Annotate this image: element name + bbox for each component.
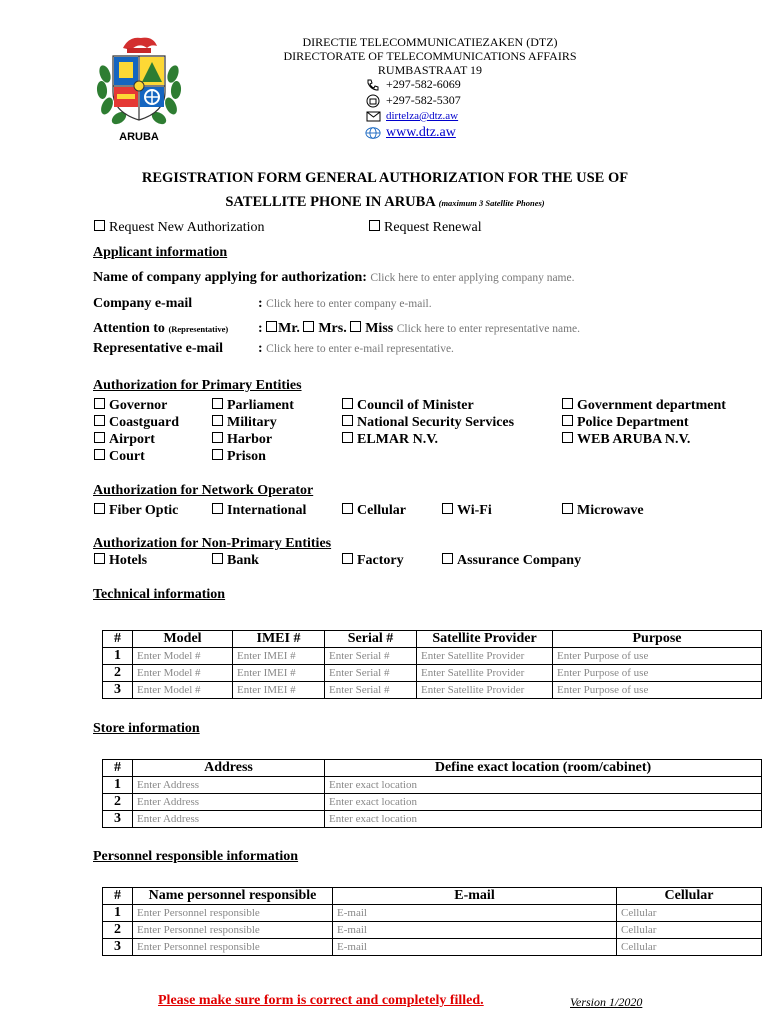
logo-text: ARUBA xyxy=(119,131,159,143)
technical-table xyxy=(102,630,762,699)
checkbox-box[interactable] xyxy=(342,553,353,564)
imei-input[interactable]: Enter IMEI # xyxy=(233,665,325,682)
checkbox-box[interactable] xyxy=(94,220,105,231)
checkbox-box[interactable] xyxy=(94,415,105,426)
checkbox-box[interactable] xyxy=(342,398,353,409)
checkbox-box[interactable] xyxy=(562,415,573,426)
option-label: Council of Minister xyxy=(357,398,474,413)
personnel-name-input[interactable]: Enter Personnel responsible xyxy=(133,905,333,922)
model-input[interactable]: Enter Model # xyxy=(133,665,233,682)
checkbox-box[interactable] xyxy=(212,432,223,443)
column-header: Satellite Provider xyxy=(417,631,553,648)
version-label: Version 1/2020 xyxy=(570,995,643,1009)
option-label: National Security Services xyxy=(357,415,515,430)
purpose-input[interactable]: Enter Purpose of use xyxy=(553,682,762,699)
company-name-label: Name of company applying for authorization: xyxy=(93,270,367,285)
location-input[interactable]: Enter exact location xyxy=(325,794,762,811)
primary-checkbox-airport[interactable] xyxy=(94,432,155,448)
location-input[interactable]: Enter exact location xyxy=(325,811,762,828)
option-label: Assurance Company xyxy=(457,553,582,568)
column-header: E-mail xyxy=(333,888,617,905)
personnel-email-input[interactable]: E-mail xyxy=(333,922,617,939)
table-row xyxy=(103,665,762,682)
applicant-heading: Applicant information xyxy=(93,245,228,260)
personnel-table xyxy=(102,887,762,956)
serial-input[interactable]: Enter Serial # xyxy=(325,682,417,699)
mrs-label: Mrs. xyxy=(318,321,347,336)
mr-checkbox[interactable] xyxy=(266,321,277,332)
nonprimary-checkbox-hotels[interactable] xyxy=(94,553,147,569)
request-new-label: Request New Authorization xyxy=(109,220,265,235)
column-header: Model xyxy=(133,631,233,648)
header-fax-row xyxy=(365,93,461,108)
form-title-line1: REGISTRATION FORM GENERAL AUTHORIZATION FOR THE USE OF xyxy=(141,170,629,186)
network-checkbox-microwave[interactable] xyxy=(562,503,644,519)
aruba-coat-of-arms-logo xyxy=(95,34,183,142)
attention-small: (Representative) xyxy=(168,324,229,334)
email-link[interactable]: dirtelza@dtz.aw xyxy=(386,110,459,122)
personnel-email-input[interactable]: E-mail xyxy=(333,939,617,956)
checkbox-box[interactable] xyxy=(94,449,105,460)
column-header: # xyxy=(103,760,133,777)
network-heading: Authorization for Network Operator xyxy=(93,483,314,498)
table-row xyxy=(103,682,762,699)
purpose-input[interactable]: Enter Purpose of use xyxy=(553,665,762,682)
company-email-label: Company e-mail xyxy=(93,296,193,311)
option-label: Court xyxy=(109,449,145,464)
row-number: 2 xyxy=(103,922,133,939)
colon: : xyxy=(258,296,263,311)
option-label: Prison xyxy=(227,449,266,464)
checkbox-box[interactable] xyxy=(212,503,223,514)
personnel-name-input[interactable]: Enter Personnel responsible xyxy=(133,922,333,939)
colon: : xyxy=(258,321,263,336)
header-phone-row xyxy=(365,77,461,92)
store-table xyxy=(102,759,762,828)
row-number: 3 xyxy=(103,939,133,956)
serial-input[interactable]: Enter Serial # xyxy=(325,648,417,665)
imei-input[interactable]: Enter IMEI # xyxy=(233,682,325,699)
row-number: 2 xyxy=(103,794,133,811)
checkbox-box[interactable] xyxy=(212,449,223,460)
row-number: 1 xyxy=(103,648,133,665)
primary-checkbox-court[interactable] xyxy=(94,449,145,465)
footer-notice: Please make sure form is correct and completely filled. xyxy=(158,993,484,1008)
checkbox-box[interactable] xyxy=(562,432,573,443)
checkbox-box[interactable] xyxy=(562,503,573,514)
form-title-line2 xyxy=(0,194,770,211)
option-label: Government department xyxy=(577,398,726,413)
column-header: # xyxy=(103,888,133,905)
rep-email-input[interactable]: Click here to enter e-mail representative. xyxy=(266,343,454,355)
miss-label: Miss xyxy=(365,321,394,336)
table-row xyxy=(103,648,762,665)
miss-checkbox[interactable] xyxy=(350,321,361,332)
column-header: IMEI # xyxy=(233,631,325,648)
option-label: Bank xyxy=(227,553,259,568)
row-number: 1 xyxy=(103,777,133,794)
table-row xyxy=(103,794,762,811)
nonprimary-heading: Authorization for Non-Primary Entities xyxy=(93,536,332,551)
representative-name-input[interactable]: Click here to enter representative name. xyxy=(396,323,580,335)
rep-email-label: Representative e-mail xyxy=(93,341,223,356)
personnel-heading: Personnel responsible information xyxy=(93,849,299,864)
row-number: 2 xyxy=(103,665,133,682)
table-header-row xyxy=(103,888,762,905)
phone-number: +297-582-6069 xyxy=(386,77,461,91)
nonprimary-checkbox-factory[interactable] xyxy=(342,553,404,569)
checkbox-box[interactable] xyxy=(212,398,223,409)
personnel-cellular-input[interactable]: Cellular xyxy=(617,939,762,956)
primary-checkbox-government[interactable] xyxy=(562,398,726,414)
checkbox-box[interactable] xyxy=(212,415,223,426)
provider-input[interactable]: Enter Satellite Provider xyxy=(417,665,553,682)
colon: : xyxy=(258,341,263,356)
checkbox-box[interactable] xyxy=(212,553,223,564)
mrs-checkbox[interactable] xyxy=(303,321,314,332)
network-checkbox-fiber[interactable] xyxy=(94,503,178,519)
request-renewal-label: Request Renewal xyxy=(384,220,482,235)
purpose-input[interactable]: Enter Purpose of use xyxy=(553,648,762,665)
row-number: 3 xyxy=(103,682,133,699)
primary-checkbox-parliament[interactable] xyxy=(212,398,294,414)
option-label: Factory xyxy=(357,553,404,568)
header-address: RUMBASTRAAT 19 xyxy=(377,63,483,77)
checkbox-box[interactable] xyxy=(342,503,353,514)
envelope-icon xyxy=(365,109,381,123)
column-header: Address xyxy=(133,760,325,777)
option-label: International xyxy=(227,503,307,518)
serial-input[interactable]: Enter Serial # xyxy=(325,665,417,682)
form-title-note: (maximum 3 Satellite Phones) xyxy=(438,198,545,208)
personnel-cellular-input[interactable]: Cellular xyxy=(617,922,762,939)
option-label: Military xyxy=(227,415,277,430)
table-header-row xyxy=(103,760,762,777)
checkbox-box[interactable] xyxy=(94,553,105,564)
checkbox-box[interactable] xyxy=(94,503,105,514)
network-checkbox-international[interactable] xyxy=(212,503,306,519)
primary-checkbox-web-aruba[interactable] xyxy=(562,432,690,448)
option-label: Fiber Optic xyxy=(109,503,179,518)
technical-heading: Technical information xyxy=(93,587,226,602)
primary-checkbox-prison[interactable] xyxy=(212,449,266,465)
network-checkbox-cellular[interactable] xyxy=(342,503,406,519)
store-heading: Store information xyxy=(93,721,200,736)
company-email-input[interactable]: Click here to enter company e-mail. xyxy=(266,298,432,310)
header-web-row xyxy=(365,125,456,141)
column-header: Serial # xyxy=(325,631,417,648)
column-header: Define exact location (room/cabinet) xyxy=(325,760,762,777)
option-label: Police Department xyxy=(577,415,689,430)
column-header: Name personnel responsible xyxy=(133,888,333,905)
attention-text: Attention to xyxy=(93,321,165,336)
form-title-aruba: SATELLITE PHONE IN ARUBA xyxy=(225,194,435,210)
website-link[interactable]: www.dtz.aw xyxy=(386,125,456,140)
provider-input[interactable]: Enter Satellite Provider xyxy=(417,682,553,699)
checkbox-box[interactable] xyxy=(369,220,380,231)
option-label: WEB ARUBA N.V. xyxy=(577,432,691,447)
table-row xyxy=(103,777,762,794)
nonprimary-checkbox-assurance[interactable] xyxy=(442,553,581,569)
location-input[interactable]: Enter exact location xyxy=(325,777,762,794)
option-label: Wi-Fi xyxy=(457,503,492,518)
mr-label: Mr. xyxy=(278,321,300,336)
column-header: Purpose xyxy=(553,631,762,648)
globe-icon xyxy=(365,126,381,140)
address-input[interactable]: Enter Address xyxy=(133,811,325,828)
nonprimary-checkbox-bank[interactable] xyxy=(212,553,259,569)
primary-checkbox-national-security[interactable] xyxy=(342,415,514,431)
table-row xyxy=(103,811,762,828)
table-row xyxy=(103,922,762,939)
primary-checkbox-military[interactable] xyxy=(212,415,277,431)
primary-checkbox-council[interactable] xyxy=(342,398,474,414)
option-label: Hotels xyxy=(109,553,148,568)
option-label: ELMAR N.V. xyxy=(357,432,439,447)
option-label: Parliament xyxy=(227,398,294,413)
header-dtz: DIRECTIE TELECOMMUNICATIEZAKEN (DTZ) xyxy=(302,35,558,49)
checkbox-box[interactable] xyxy=(94,432,105,443)
option-label: Governor xyxy=(109,398,168,413)
provider-input[interactable]: Enter Satellite Provider xyxy=(417,648,553,665)
network-checkbox-wifi[interactable] xyxy=(442,503,492,519)
table-header-row xyxy=(103,631,762,648)
address-input[interactable]: Enter Address xyxy=(133,777,325,794)
fax-number: +297-582-5307 xyxy=(386,93,461,107)
column-header: # xyxy=(103,631,133,648)
company-name-row xyxy=(93,270,574,286)
imei-input[interactable]: Enter IMEI # xyxy=(233,648,325,665)
checkbox-box[interactable] xyxy=(442,553,453,564)
checkbox-box[interactable] xyxy=(562,398,573,409)
checkbox-box[interactable] xyxy=(342,432,353,443)
request-renewal-checkbox[interactable] xyxy=(369,220,482,236)
row-number: 3 xyxy=(103,811,133,828)
option-label: Airport xyxy=(109,432,155,447)
option-label: Harbor xyxy=(227,432,273,447)
attention-row xyxy=(258,321,580,337)
primary-checkbox-police[interactable] xyxy=(562,415,689,431)
option-label: Microwave xyxy=(577,503,644,518)
primary-checkbox-governor[interactable] xyxy=(94,398,167,414)
company-name-input[interactable]: Click here to enter applying company name. xyxy=(370,272,575,284)
personnel-name-input[interactable]: Enter Personnel responsible xyxy=(133,939,333,956)
checkbox-box[interactable] xyxy=(342,415,353,426)
primary-checkbox-harbor[interactable] xyxy=(212,432,272,448)
company-email-row xyxy=(258,296,432,312)
model-input[interactable]: Enter Model # xyxy=(133,648,233,665)
request-new-checkbox[interactable] xyxy=(94,220,265,236)
header-email-row xyxy=(365,109,458,123)
attention-label xyxy=(93,321,228,337)
address-input[interactable]: Enter Address xyxy=(133,794,325,811)
fax-icon xyxy=(365,94,381,108)
personnel-cellular-input[interactable]: Cellular xyxy=(617,905,762,922)
personnel-email-input[interactable]: E-mail xyxy=(333,905,617,922)
column-header: Cellular xyxy=(617,888,762,905)
model-input[interactable]: Enter Model # xyxy=(133,682,233,699)
table-row xyxy=(103,905,762,922)
checkbox-box[interactable] xyxy=(442,503,453,514)
rep-email-row xyxy=(258,341,454,357)
option-label: Cellular xyxy=(357,503,406,518)
phone-icon xyxy=(365,78,381,92)
checkbox-box[interactable] xyxy=(94,398,105,409)
option-label: Coastguard xyxy=(109,415,180,430)
row-number: 1 xyxy=(103,905,133,922)
primary-checkbox-elmar[interactable] xyxy=(342,432,438,448)
primary-heading: Authorization for Primary Entities xyxy=(93,378,302,393)
header-directorate: DIRECTORATE OF TELECOMMUNICATIONS AFFAIRS xyxy=(283,49,577,63)
table-row xyxy=(103,939,762,956)
primary-checkbox-coastguard[interactable] xyxy=(94,415,179,431)
